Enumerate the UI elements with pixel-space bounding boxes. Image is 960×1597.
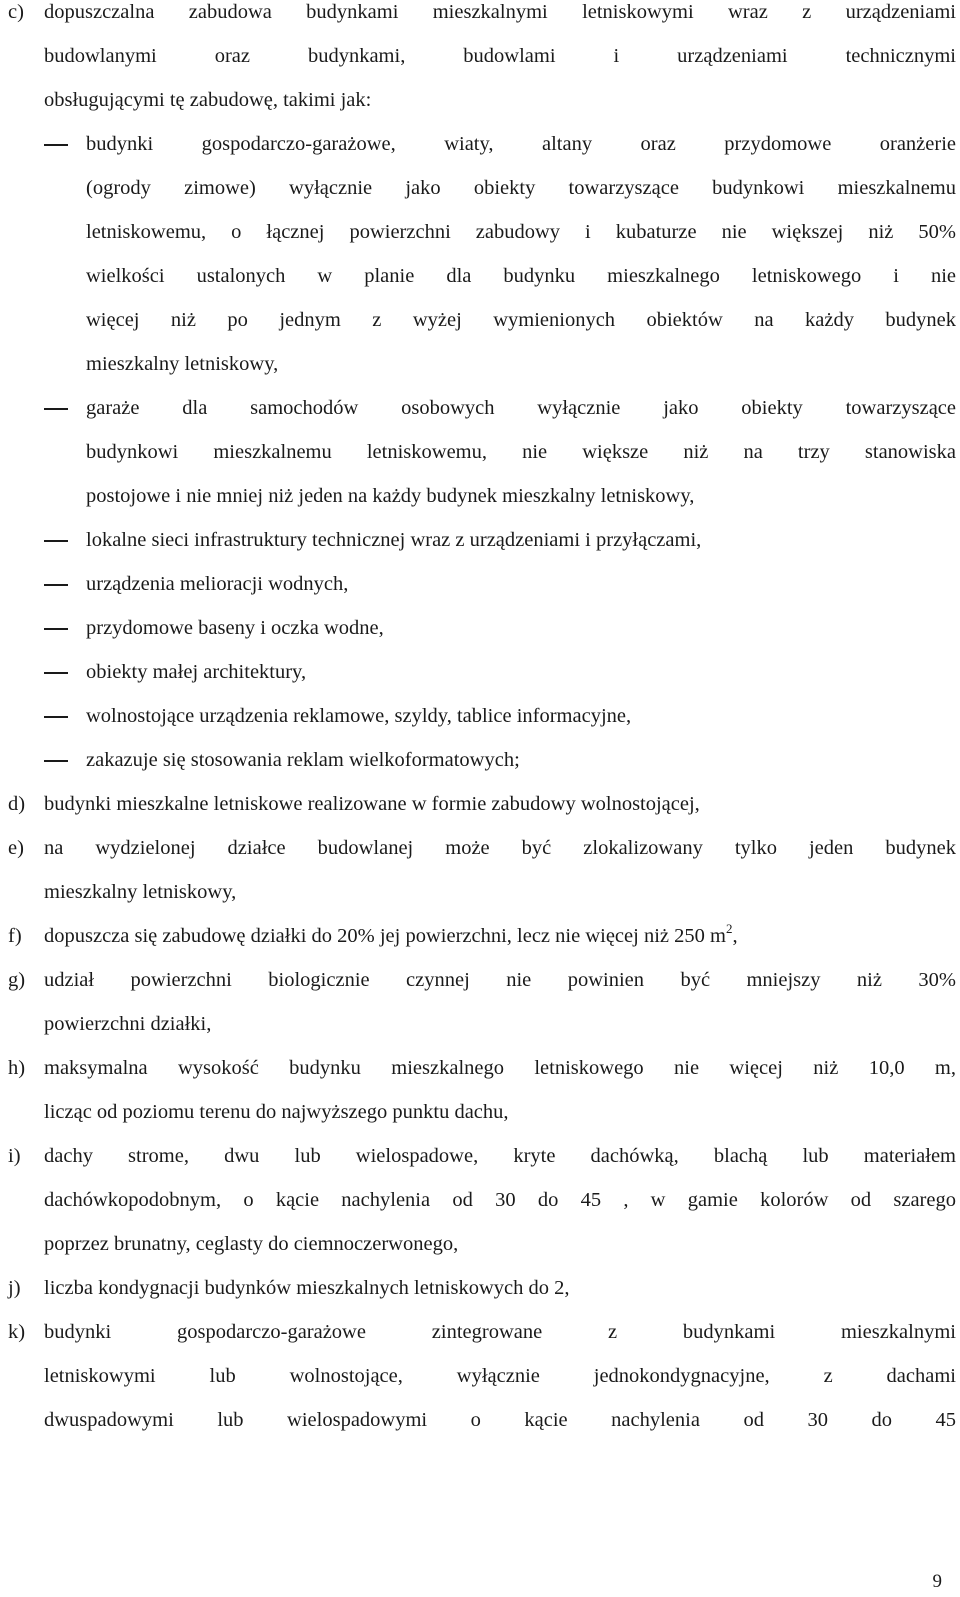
bullet-1-line-2: (ogrody zimowe) wyłącznie jako obiekty towarzyszące budynkowi mieszkalnemu: [86, 177, 956, 199]
item-c-line-1: dopuszczalna zabudowa budynkami mieszkalnymi letniskowymi wraz z urządzeniami: [44, 1, 956, 23]
item-e-line-1: na wydzielonej działce budowlanej może być zlokalizowany tylko jeden budynek: [44, 837, 956, 859]
item-label-d: d): [8, 793, 26, 815]
item-d-line-1: budynki mieszkalne letniskowe realizowane w formie zabudowy wolnostojącej,: [44, 793, 700, 815]
bullet-1-line-5: więcej niż po jednym z wyżej wymienionych obiektów na każdy budynek: [86, 309, 956, 331]
item-e-line-2: mieszkalny letniskowy,: [44, 881, 237, 903]
dash-bullet-7: [44, 716, 68, 718]
bullet-1-line-6: mieszkalny letniskowy,: [86, 353, 279, 375]
bullet-2-line-2: budynkowi mieszkalnemu letniskowemu, nie większe niż na trzy stanowiska: [86, 441, 956, 463]
dash-bullet-5: [44, 628, 68, 630]
item-label-h: h): [8, 1057, 26, 1079]
item-k-line-1: budynki gospodarczo-garażowe zintegrowane z budynkami mieszkalnymi: [44, 1321, 956, 1343]
item-c-line-2: budowlanymi oraz budynkami, budowlami i urządzeniami technicznymi: [44, 45, 956, 67]
item-label-j: j): [8, 1277, 21, 1299]
item-label-i: i): [8, 1145, 21, 1167]
bullet-2-line-3: postojowe i nie mniej niż jeden na każdy budynek mieszkalny letniskowy,: [86, 485, 695, 507]
bullet-4-line-1: urządzenia melioracji wodnych,: [86, 573, 349, 595]
dash-bullet-6: [44, 672, 68, 674]
bullet-7-line-1: wolnostojące urządzenia reklamowe, szyldy, tablice informacyjne,: [86, 705, 632, 727]
item-c-line-3: obsługującymi tę zabudowę, takimi jak:: [44, 89, 372, 111]
bullet-6-line-1: obiekty małej architektury,: [86, 661, 307, 683]
bullet-5-line-1: przydomowe baseny i oczka wodne,: [86, 617, 384, 639]
bullet-1-line-4: wielkości ustalonych w planie dla budynku mieszkalnego letniskowego i nie: [86, 265, 956, 287]
item-i-line-1: dachy strome, dwu lub wielospadowe, kryte dachówką, blachą lub materiałem: [44, 1145, 956, 1167]
item-f-line-1: [44, 921, 956, 948]
bullet-8-line-1: zakazuje się stosowania reklam wielkoformatowych;: [86, 749, 520, 771]
item-i-line-3: poprzez brunatny, ceglasty do ciemnoczerwonego,: [44, 1233, 459, 1255]
bullet-2-line-1: garaże dla samochodów osobowych wyłącznie jako obiekty towarzyszące: [86, 397, 956, 419]
item-f-superscript: 2: [725, 921, 733, 936]
dash-bullet-2: [44, 408, 68, 410]
dash-bullet-8: [44, 760, 68, 762]
dash-bullet-1: [44, 144, 68, 146]
item-label-g: g): [8, 969, 26, 991]
item-label-k: k): [8, 1321, 26, 1343]
page-number: 9: [932, 1571, 942, 1592]
item-k-line-2: letniskowymi lub wolnostojące, wyłącznie jednokondygnacyjne, z dachami: [44, 1365, 956, 1387]
dash-bullet-4: [44, 584, 68, 586]
bullet-1-line-3: letniskowemu, o łącznej powierzchni zabudowy i kubaturze nie większej niż 50%: [86, 221, 956, 243]
item-label-e: e): [8, 837, 24, 859]
item-f-text: dopuszcza się zabudowę działki do 20% jej powierzchni, lecz nie więcej niż 250 m: [44, 925, 726, 947]
bullet-3-line-1: lokalne sieci infrastruktury technicznej wraz z urządzeniami i przyłączami,: [86, 529, 702, 551]
item-label-c: c): [8, 1, 24, 23]
item-g-line-1: udział powierzchni biologicznie czynnej nie powinien być mniejszy niż 30%: [44, 969, 956, 991]
item-h-line-2: licząc od poziomu terenu do najwyższego punktu dachu,: [44, 1101, 509, 1123]
item-h-line-1: maksymalna wysokość budynku mieszkalnego letniskowego nie więcej niż 10,0 m,: [44, 1057, 956, 1079]
item-i-line-2: dachówkopodobnym, o kącie nachylenia od 30 do 45 , w gamie kolorów od szarego: [44, 1189, 956, 1211]
bullet-1-line-1: budynki gospodarczo-garażowe, wiaty, altany oraz przydomowe oranżerie: [86, 133, 956, 155]
item-label-f: f): [8, 925, 22, 947]
item-g-line-2: powierzchni działki,: [44, 1013, 212, 1035]
item-k-line-3: dwuspadowymi lub wielospadowymi o kącie nachylenia od 30 do 45: [44, 1409, 956, 1431]
item-f-comma: ,: [732, 925, 738, 947]
dash-bullet-3: [44, 540, 68, 542]
item-j-line-1: liczba kondygnacji budynków mieszkalnych letniskowych do 2,: [44, 1277, 570, 1299]
